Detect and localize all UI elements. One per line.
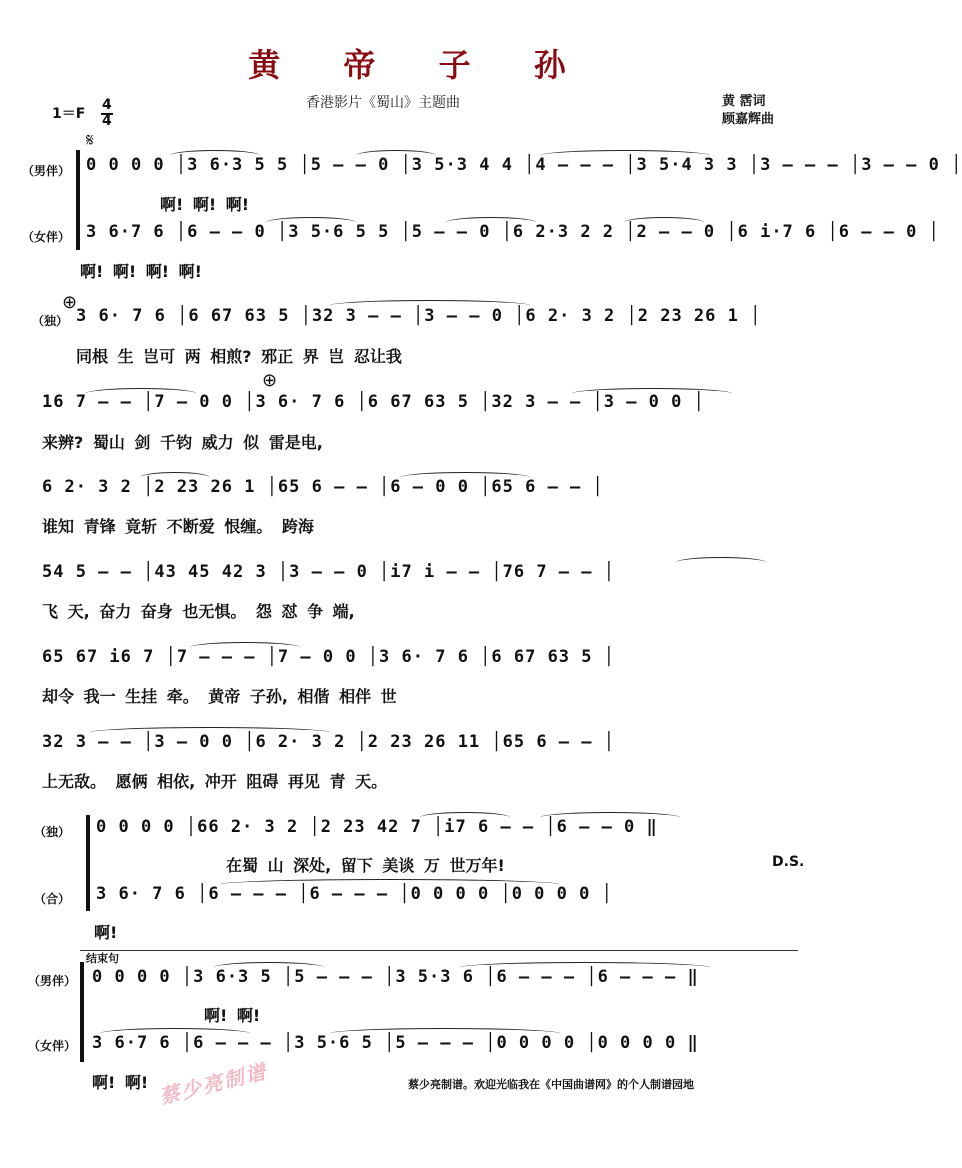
part-label-chorus: （合） (34, 892, 71, 906)
slur (190, 642, 300, 653)
slur (540, 150, 710, 161)
segno-icon: 𝄋 (86, 130, 94, 151)
slur (86, 388, 196, 399)
part-label-solo: （独） (32, 314, 69, 328)
slur (266, 217, 356, 228)
slur (540, 812, 680, 823)
slur (572, 388, 732, 399)
system-bracket (76, 150, 80, 250)
slur (330, 1028, 560, 1039)
slur (624, 217, 704, 228)
lyric-row-4: 来辨? 蜀山 剑 千钧 威力 似 雷是电, (42, 433, 323, 452)
score-row-9: 0 0 0 0 │66 2· 3 2 │2 23 42 7 │i7 6 — — │6 — — 0 ‖ (96, 817, 658, 837)
system-bracket-3 (80, 962, 84, 1062)
score-row-11: 0 0 0 0 │3 6·3 5 │5 — — — │3 5·3 6 │6 — — — │6 — — — ‖ (92, 967, 699, 987)
coda-icon-2: ⊕ (262, 370, 278, 391)
slur (220, 879, 560, 890)
lyric-row-8: 上无敌。 愿俩 相依, 冲开 阻碍 再见 青 天。 (42, 772, 388, 791)
slur (676, 557, 766, 568)
lyricist-credit: 黄 霑词 (722, 94, 766, 109)
lyric-row-1: 啊! 啊! 啊! (160, 195, 250, 214)
score-row-12: 3 6·7 6 │6 — — — │3 5·6 5 │5 — — — │0 0 0 0 │0 0 0 0 ‖ (92, 1033, 699, 1053)
score-row-6: 54 5 — — │43 45 42 3 │3 — — 0 │i7 i — — │76 7 — — │ (42, 562, 615, 582)
lyric-row-9: 在蜀 山 深处, 留下 美谈 万 世万年! (226, 856, 505, 875)
score-row-1: 0 0 0 0 │3 6·3 5 5 │5 — — 0 │3 5·3 4 4 │4 — — — │3 5·4 3 3 │3 — — — │3 — — 0 │ (86, 155, 962, 175)
system-bracket-2 (86, 815, 90, 911)
coda-icon: ⊕ (62, 292, 78, 313)
slur (214, 962, 324, 973)
lyric-row-3: 同根 生 岂可 两 相煎? 邪正 界 岂 忍让我 (76, 347, 402, 366)
slur (400, 472, 530, 483)
score-row-3: 3 6· 7 6 │6 67 63 5 │32 3 — — │3 — — 0 │6 2· 3 2 │2 23 26 1 │ (76, 306, 762, 326)
key-signature: 1＝F (52, 106, 86, 122)
part-label-solo-2: （独） (34, 825, 71, 839)
coda-label: 结束句 (86, 952, 119, 965)
slur (356, 150, 436, 161)
subtitle: 香港影片《蜀山》主题曲 (306, 95, 460, 111)
score-row-5: 6 2· 3 2 │2 23 26 1 │65 6 — — │6 — 0 0 │65 6 — — │ (42, 477, 604, 497)
lyric-row-7: 却令 我一 生挂 牵。 黄帝 子孙, 相偕 相伴 世 (42, 687, 397, 706)
lyric-row-6: 飞 天, 奋力 奋身 也无惧。 怨 怼 争 端, (42, 602, 355, 621)
score-row-10: 3 6· 7 6 │6 — — — │6 — — — │0 0 0 0 │0 0 0 0 │ (96, 884, 613, 904)
coda-box-top (80, 950, 798, 951)
slur (90, 727, 330, 738)
da-segno-mark: D.S. (772, 854, 805, 870)
slur (170, 150, 260, 161)
meter-bottom: 4 (102, 113, 112, 129)
score-row-7: 65 67 i6 7 │7 — — — │7 — 0 0 │3 6· 7 6 │6 67 63 5 │ (42, 647, 615, 667)
slur (460, 962, 710, 973)
score-row-2: 3 6·7 6 │6 — — 0 │3 5·6 5 5 │5 — — 0 │6 2·3 2 2 │2 — — 0 │6 i·7 6 │6 — — 0 │ (86, 222, 940, 242)
part-label-female-2: （女伴） (28, 1039, 77, 1053)
slur (446, 217, 536, 228)
lyric-row-10: 啊! (94, 923, 118, 942)
slur (330, 300, 530, 311)
lyric-row-11: 啊! 啊! (204, 1006, 261, 1025)
meter-top: 4 (102, 97, 112, 113)
lyric-row-12: 啊! 啊! (92, 1073, 149, 1092)
score-row-8: 32 3 — — │3 — 0 0 │6 2· 3 2 │2 23 26 11 │65 6 — — │ (42, 732, 615, 752)
lyric-row-5: 谁知 青锋 竟斩 不断爱 恨缠。 跨海 (42, 517, 314, 536)
part-label-female: （女伴） (22, 230, 71, 244)
part-label-male-2: （男伴） (28, 974, 77, 988)
part-label-male: （男伴） (22, 164, 71, 178)
watermark: 蔡少亮制谱 (157, 1059, 270, 1109)
footer-credit: 蔡少亮制谱。欢迎光临我在《中国曲谱网》的个人制谱园地 (408, 1078, 694, 1091)
composer-credit: 顾嘉辉曲 (722, 112, 775, 127)
song-title: 黄 帝 子 孙 (248, 46, 592, 84)
slur (420, 812, 510, 823)
slur (100, 1028, 250, 1039)
lyric-row-2: 啊! 啊! 啊! 啊! (80, 262, 202, 281)
score-row-4: 16 7 — — │7 — 0 0 │3 6· 7 6 │6 67 63 5 │32 3 — — │3 — 0 0 │ (42, 392, 705, 412)
slur (140, 472, 210, 483)
